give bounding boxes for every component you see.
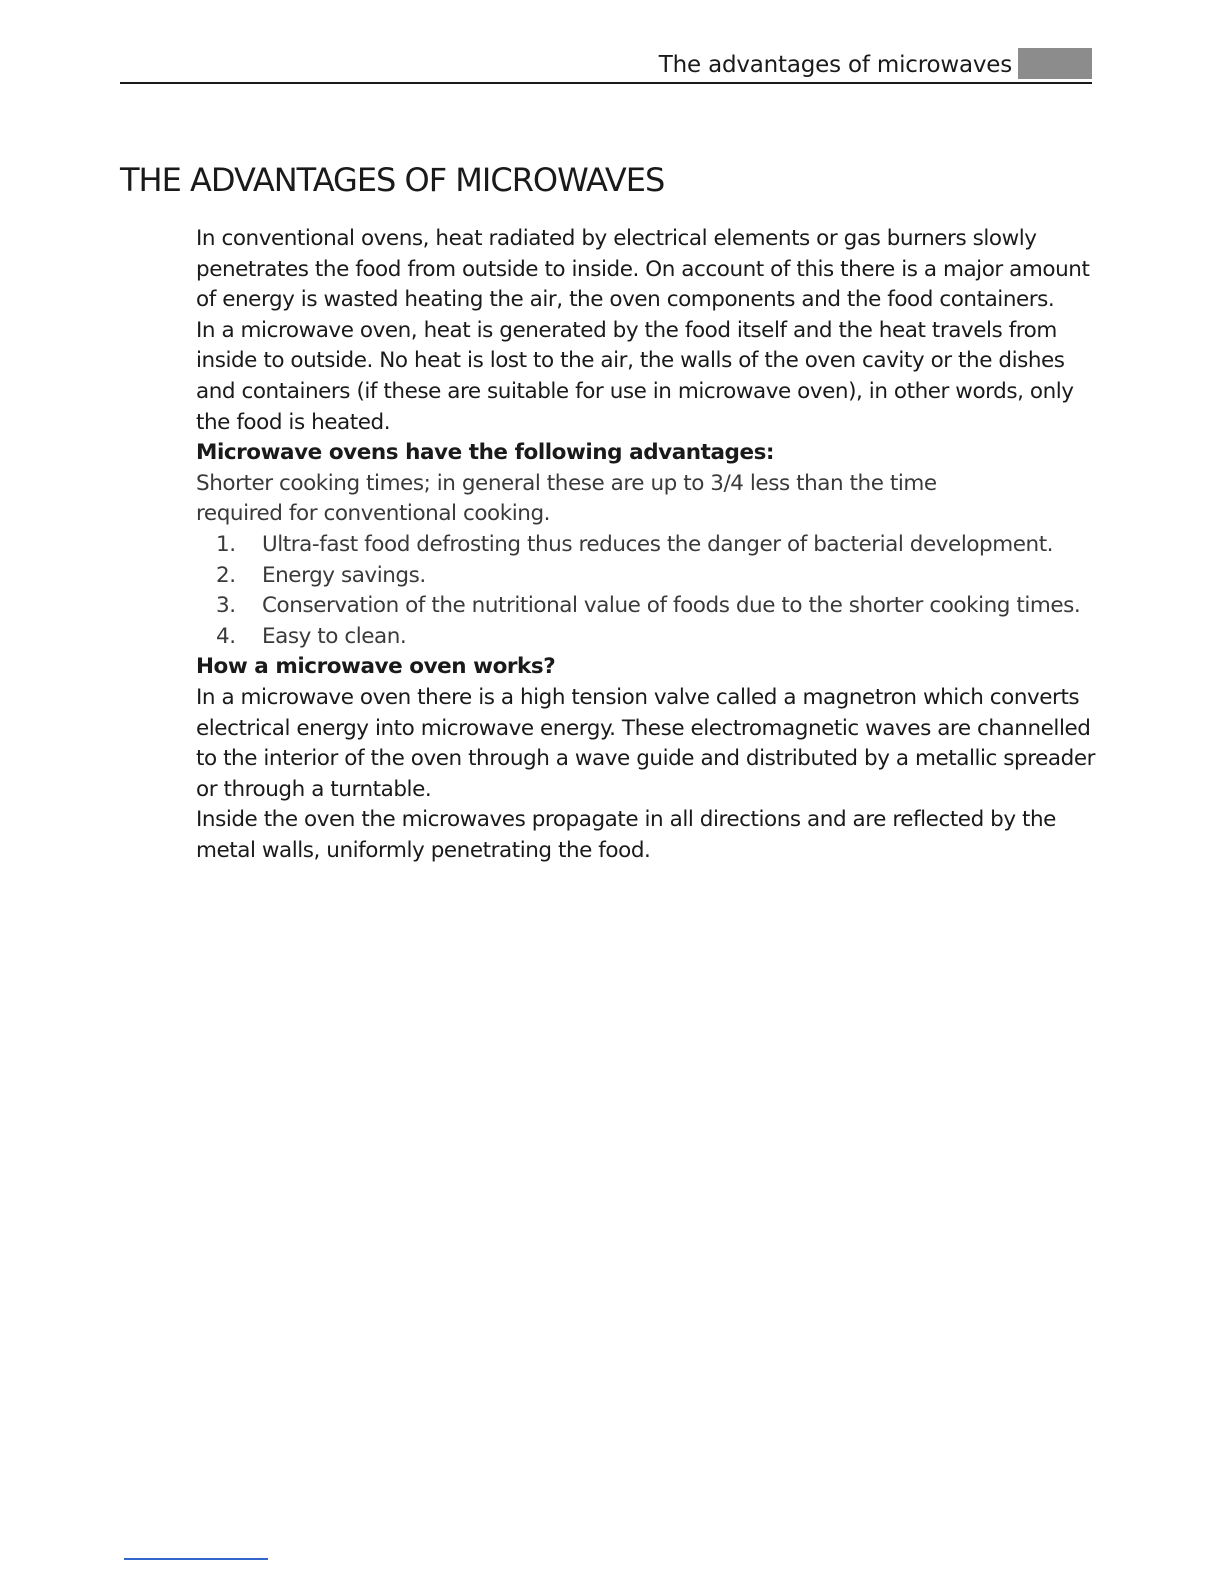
list-item [196, 561, 1096, 592]
list-item-number: 1. [216, 531, 236, 557]
list-item [196, 591, 1096, 622]
advantages-list [196, 530, 1096, 652]
how-it-works-paragraph-1: In a microwave oven there is a high tension valve called a magnetron which converts electrical energy into microwave energy. These electromagnetic waves are channelled to the interior of the oven through a wave guide and distributed by a metallic spreader or through a turntable. [196, 684, 1096, 802]
intro-paragraph-2: In a microwave oven, heat is generated by the food itself and the heat travels from inside to outside. No heat is lost to the air, the walls of the oven cavity or the dishes and containers (if these are suitable for use in microwave oven), in other words, only the food is heated. [196, 317, 1074, 435]
how-it-works-paragraph-2: Inside the oven the microwaves propagate in all directions and are reflected by the metal walls, uniformly penetrating the food. [196, 807, 1056, 863]
running-header-title: The advantages of microwaves [658, 52, 1012, 78]
advantages-heading: Microwave ovens have the following advantages: [196, 440, 775, 466]
list-item-text: Ultra-fast food defrosting thus reduces the danger of bacterial development. [262, 531, 1054, 557]
advantages-lead: Shorter cooking times; in general these are up to 3/4 less than the time required for conventional cooking. [196, 470, 937, 527]
intro-paragraph-1: In conventional ovens, heat radiated by electrical elements or gas burners slowly penetrates the food from outside to inside. On account of this there is a major amount of energy is wasted heating the air, the oven components and the food containers. [196, 226, 1090, 313]
main-content [196, 224, 1096, 866]
how-it-works-heading: How a microwave oven works? [196, 654, 556, 680]
footer-rule [124, 1558, 268, 1560]
list-item-number: 3. [216, 593, 236, 619]
list-item-text: Conservation of the nutritional value of foods due to the shorter cooking times. [262, 593, 1081, 619]
list-item-text: Easy to clean. [262, 623, 407, 649]
list-item-number: 2. [216, 562, 236, 588]
list-item-number: 4. [216, 623, 236, 649]
header-tab-marker [1018, 48, 1092, 79]
running-header [120, 48, 1092, 84]
list-item [196, 622, 1096, 653]
list-item [196, 530, 1096, 561]
page-title: THE ADVANTAGES OF MICROWAVES [120, 161, 665, 199]
list-item-text: Energy savings. [262, 562, 426, 588]
